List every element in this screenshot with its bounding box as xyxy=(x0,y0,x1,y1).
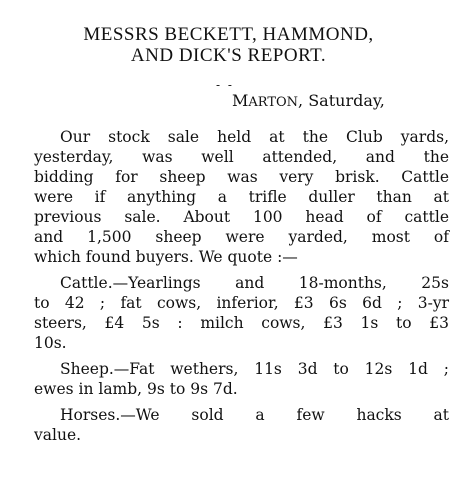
text-line: bidding for sheep was very brisk. Cattle xyxy=(34,168,449,186)
text-line: previous sale. About 100 head of cattle xyxy=(34,208,449,226)
text-line: which found buyers. We quote :— xyxy=(34,248,298,266)
text-line: Sheep.—Fat wethers, 11s 3d to 12s 1d ; xyxy=(60,360,449,378)
dateline xyxy=(232,90,385,114)
text-line: 10s. xyxy=(34,334,67,352)
text-line: ewes in lamb, 9s to 9s 7d. xyxy=(34,380,238,398)
text-line: steers, £4 5s : milch cows, £3 1s to £3 xyxy=(34,314,449,332)
text-line: were if anything a trifle duller than at xyxy=(34,188,449,206)
text-line: yesterday, was well attended, and the xyxy=(34,148,449,166)
text-line: Our stock sale held at the Club yards, xyxy=(60,128,449,146)
text-line: Horses.—We sold a few hacks at xyxy=(60,406,449,424)
section-divider: - - xyxy=(216,78,234,92)
dateline-place-initial: M xyxy=(232,91,249,110)
report-title-line-1: MESSRS BECKETT, HAMMOND, xyxy=(83,24,374,45)
dateline-place-rest: ARTON xyxy=(248,95,299,110)
text-line: to 42 ; fat cows, inferior, £3 6s 6d ; 3-yr xyxy=(34,294,449,312)
text-line: and 1,500 sheep were yarded, most of xyxy=(34,228,449,246)
text-line: Cattle.—Yearlings and 18-months, 25s xyxy=(60,274,449,292)
text-line: value. xyxy=(34,426,82,444)
dateline-day: , Saturday, xyxy=(298,91,385,110)
report-title-line-2: AND DICK'S REPORT. xyxy=(130,45,327,66)
